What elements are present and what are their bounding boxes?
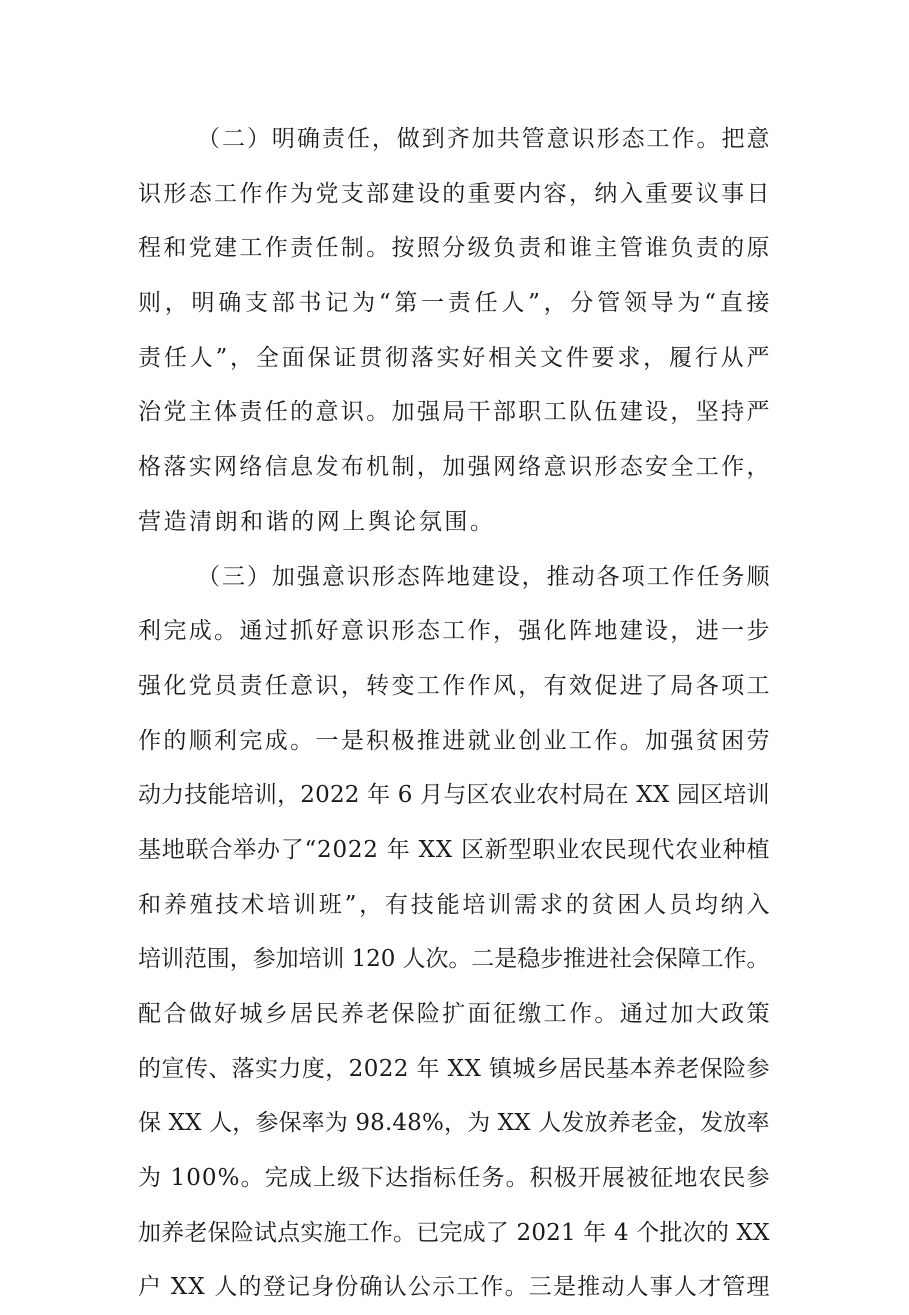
document-body: [0, 112, 909, 1315]
text-line: 户 XX 人的登记身份确认公示工作。三是推动人事人才管理: [138, 1274, 771, 1301]
text-line: 培训范围，参加培训 120 人次。二是稳步推进社会保障工作。: [138, 946, 770, 973]
text-line: （二）明确责任，做到齐加共管意识形态工作。把意: [197, 126, 772, 152]
text-line: 治党主体责任的意识。加强局干部职工队伍建设，坚持严: [138, 399, 772, 426]
text-line: 作的顺利完成。一是积极推进就业创业工作。加强贫困劳: [138, 727, 772, 754]
text-line: 强化党员责任意识，转变工作作风，有效促进了局各项工: [138, 672, 772, 699]
text-line: 识形态工作作为党支部建设的重要内容，纳入重要议事日: [138, 180, 772, 207]
text-line: 为 100%。完成上级下达指标任务。积极开展被征地农民参: [138, 1165, 771, 1192]
text-line: 动力技能培训，2022 年 6 月与区农业农村局在 XX 园区培训: [138, 782, 770, 809]
text-line: 基地联合举办了“2022 年 XX 区新型职业农民现代农业种植: [138, 836, 771, 863]
text-line: 程和党建工作责任制。按照分级负责和谁主管谁负责的原: [138, 235, 772, 262]
text-line: 营造清朗和谐的网上舆论氛围。: [138, 508, 496, 535]
text-line: 加养老保险试点实施工作。已完成了 2021 年 4 个批次的 XX: [138, 1219, 770, 1246]
text-line: 利完成。通过抓好意识形态工作，强化阵地建设，进一步: [138, 618, 772, 645]
text-line: 则，明确支部书记为“第一责任人”，分管领导为“直接: [138, 290, 774, 317]
text-line: 保 XX 人，参保率为 98.48%，为 XX 人发放养老金，发放率: [138, 1110, 770, 1137]
text-line: 的宣传、落实力度，2022 年 XX 镇城乡居民基本养老保险参: [138, 1055, 770, 1082]
text-line: （三）加强意识形态阵地建设，推动各项工作任务顺: [197, 563, 772, 590]
text-line: 格落实网络信息发布机制，加强网络意识形态安全工作，: [138, 454, 772, 481]
text-line: 和养殖技术培训班”，有技能培训需求的贫困人员均纳入: [138, 891, 773, 918]
text-line: 配合做好城乡居民养老保险扩面征缴工作。通过加大政策: [138, 1001, 772, 1027]
text-line: 责任人”，全面保证贯彻落实好相关文件要求，履行从严: [138, 344, 773, 371]
